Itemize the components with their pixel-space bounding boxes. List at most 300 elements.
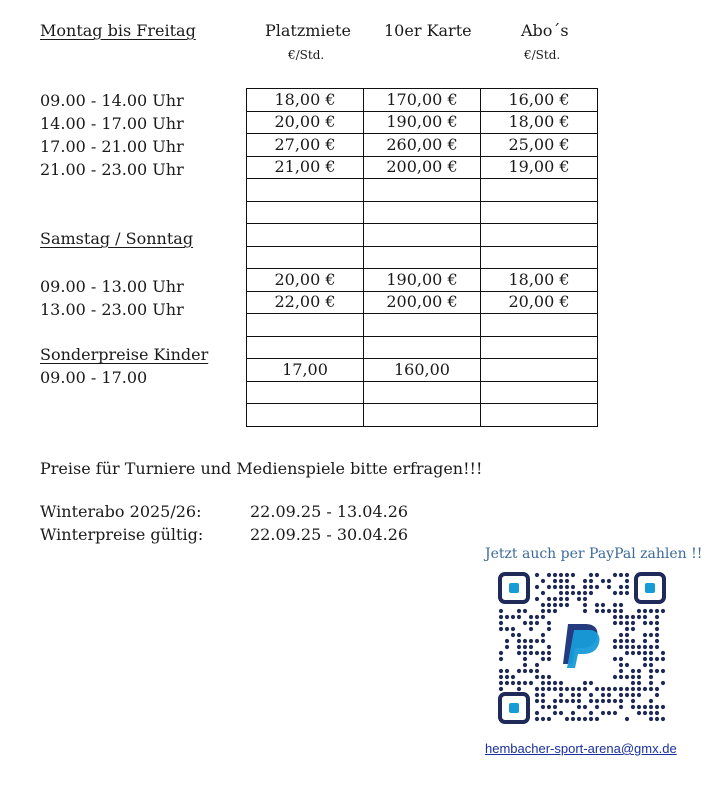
table-row bbox=[247, 359, 598, 382]
qr-dot bbox=[553, 585, 557, 589]
qr-dot bbox=[631, 651, 635, 655]
qr-dot bbox=[577, 717, 581, 721]
qr-dot bbox=[499, 687, 503, 691]
qr-dot bbox=[547, 585, 551, 589]
table-row bbox=[247, 336, 598, 359]
qr-dot bbox=[631, 675, 635, 679]
qr-dot bbox=[649, 699, 653, 703]
qr-dot bbox=[505, 639, 509, 643]
empty-cell bbox=[364, 381, 481, 404]
qr-dot bbox=[535, 693, 539, 697]
qr-dot bbox=[535, 687, 539, 691]
qr-dot bbox=[619, 633, 623, 637]
qr-dot bbox=[517, 681, 521, 685]
qr-dot bbox=[589, 693, 593, 697]
qr-dot bbox=[559, 597, 563, 601]
qr-dot bbox=[643, 687, 647, 691]
qr-dot bbox=[655, 687, 659, 691]
winter-value-1: 22.09.25 - 13.04.26 bbox=[250, 502, 409, 521]
table-row bbox=[247, 201, 598, 224]
qr-dot bbox=[613, 699, 617, 703]
qr-dot bbox=[517, 633, 521, 637]
qr-dot bbox=[547, 687, 551, 691]
price-cell: 22,00 € bbox=[247, 291, 364, 314]
price-cell: 17,00 bbox=[247, 359, 364, 382]
qr-dot bbox=[649, 681, 653, 685]
qr-dot bbox=[625, 591, 629, 595]
qr-dot bbox=[619, 591, 623, 595]
qr-dot bbox=[523, 663, 527, 667]
qr-dot bbox=[643, 609, 647, 613]
empty-cell bbox=[247, 381, 364, 404]
qr-dot bbox=[643, 615, 647, 619]
qr-dot bbox=[571, 687, 575, 691]
price-cell: 20,00 € bbox=[247, 269, 364, 292]
qr-dot bbox=[559, 585, 563, 589]
empty-cell bbox=[364, 201, 481, 224]
qr-dot bbox=[511, 681, 515, 685]
qr-dot bbox=[649, 717, 653, 721]
qr-dot bbox=[565, 687, 569, 691]
qr-dot bbox=[553, 573, 557, 577]
table-row bbox=[247, 156, 598, 179]
qr-dot bbox=[547, 651, 551, 655]
qr-dot bbox=[523, 609, 527, 613]
qr-dot bbox=[607, 609, 611, 613]
qr-dot bbox=[577, 597, 581, 601]
qr-dot bbox=[541, 591, 545, 595]
qr-dot bbox=[499, 615, 503, 619]
qr-dot bbox=[661, 705, 665, 709]
qr-dot bbox=[547, 717, 551, 721]
qr-dot bbox=[547, 627, 551, 631]
empty-cell bbox=[481, 201, 598, 224]
qr-dot bbox=[619, 639, 623, 643]
qr-dot bbox=[631, 645, 635, 649]
qr-dot bbox=[583, 597, 587, 601]
tournament-note: Preise für Turniere und Medienspiele bitte erfragen!!! bbox=[40, 459, 483, 478]
col-unit-abos: €/Std. bbox=[524, 48, 561, 62]
qr-dot bbox=[625, 615, 629, 619]
qr-dot bbox=[625, 573, 629, 577]
kids-time: 09.00 - 17.00 bbox=[40, 368, 148, 387]
qr-dot bbox=[505, 675, 509, 679]
empty-cell bbox=[364, 179, 481, 202]
qr-dot bbox=[595, 705, 599, 709]
qr-dot bbox=[655, 657, 659, 661]
time-label: 14.00 - 17.00 Uhr bbox=[40, 114, 184, 133]
qr-dot bbox=[505, 627, 509, 631]
qr-dot bbox=[529, 627, 533, 631]
qr-dot bbox=[613, 615, 617, 619]
qr-dot bbox=[559, 603, 563, 607]
qr-dot bbox=[625, 717, 629, 721]
qr-dot bbox=[535, 585, 539, 589]
qr-dot bbox=[505, 669, 509, 673]
qr-dot bbox=[625, 621, 629, 625]
winter-label-2: Winterpreise gültig: bbox=[40, 525, 204, 544]
qr-dot bbox=[499, 669, 503, 673]
qr-dot bbox=[583, 591, 587, 595]
qr-dot bbox=[571, 573, 575, 577]
qr-dot bbox=[637, 711, 641, 715]
qr-dot bbox=[643, 621, 647, 625]
time-label: 17.00 - 21.00 Uhr bbox=[40, 137, 184, 156]
qr-dot bbox=[625, 633, 629, 637]
qr-dot bbox=[577, 699, 581, 703]
qr-dot bbox=[541, 603, 545, 607]
price-cell: 16,00 € bbox=[481, 89, 598, 112]
qr-dot bbox=[613, 621, 617, 625]
qr-dot bbox=[505, 681, 509, 685]
qr-dot bbox=[541, 699, 545, 703]
empty-cell bbox=[247, 201, 364, 224]
qr-dot bbox=[535, 615, 539, 619]
qr-dot bbox=[553, 597, 557, 601]
qr-dot bbox=[643, 711, 647, 715]
qr-dot bbox=[541, 639, 545, 643]
qr-dot bbox=[613, 573, 617, 577]
col-header-10er-karte: 10er Karte bbox=[384, 21, 472, 40]
price-cell: 18,00 € bbox=[481, 269, 598, 292]
qr-dot bbox=[541, 651, 545, 655]
qr-dot bbox=[643, 651, 647, 655]
qr-dot bbox=[541, 693, 545, 697]
qr-dot bbox=[565, 717, 569, 721]
qr-dot bbox=[655, 669, 659, 673]
qr-dot bbox=[547, 705, 551, 709]
qr-dot bbox=[613, 711, 617, 715]
qr-dot bbox=[529, 615, 533, 619]
empty-cell bbox=[247, 314, 364, 337]
qr-dot bbox=[625, 693, 629, 697]
qr-dot bbox=[589, 717, 593, 721]
qr-dot bbox=[577, 687, 581, 691]
qr-dot bbox=[661, 717, 665, 721]
qr-dot bbox=[523, 621, 527, 625]
qr-dot bbox=[655, 711, 659, 715]
qr-dot bbox=[661, 669, 665, 673]
qr-dot bbox=[655, 639, 659, 643]
qr-dot bbox=[517, 639, 521, 643]
qr-dot bbox=[523, 651, 527, 655]
qr-dot bbox=[649, 675, 653, 679]
table-row bbox=[247, 89, 598, 112]
price-cell: 160,00 bbox=[364, 359, 481, 382]
qr-dot bbox=[565, 573, 569, 577]
qr-dot bbox=[553, 711, 557, 715]
col-unit-platzmiete: €/Std. bbox=[288, 48, 325, 62]
qr-dot bbox=[655, 609, 659, 613]
empty-cell bbox=[481, 381, 598, 404]
qr-dot bbox=[619, 693, 623, 697]
qr-dot bbox=[517, 609, 521, 613]
qr-dot bbox=[655, 621, 659, 625]
price-cell: 19,00 € bbox=[481, 156, 598, 179]
qr-dot bbox=[625, 687, 629, 691]
email-link[interactable]: hembacher-sport-arena@gmx.de bbox=[485, 741, 677, 756]
qr-dot bbox=[613, 645, 617, 649]
qr-dot bbox=[601, 687, 605, 691]
qr-dot bbox=[661, 651, 665, 655]
table-row bbox=[247, 291, 598, 314]
price-cell: 18,00 € bbox=[247, 89, 364, 112]
qr-dot bbox=[613, 675, 617, 679]
qr-dot bbox=[535, 651, 539, 655]
empty-cell bbox=[247, 224, 364, 247]
qr-dot bbox=[631, 627, 635, 631]
qr-dot bbox=[649, 621, 653, 625]
qr-dot bbox=[631, 639, 635, 643]
qr-dot bbox=[637, 675, 641, 679]
qr-dot bbox=[625, 675, 629, 679]
empty-cell bbox=[481, 224, 598, 247]
qr-dot bbox=[589, 699, 593, 703]
qr-dot bbox=[661, 609, 665, 613]
qr-dot bbox=[535, 717, 539, 721]
qr-dot bbox=[613, 657, 617, 661]
qr-dot bbox=[553, 609, 557, 613]
qr-dot bbox=[649, 651, 653, 655]
qr-dot bbox=[583, 579, 587, 583]
qr-dot bbox=[637, 669, 641, 673]
weekday-times bbox=[40, 89, 184, 181]
qr-dot bbox=[583, 717, 587, 721]
qr-dot bbox=[607, 579, 611, 583]
qr-dot bbox=[553, 603, 557, 607]
qr-dot bbox=[595, 585, 599, 589]
empty-cell bbox=[481, 179, 598, 202]
qr-dot bbox=[571, 699, 575, 703]
qr-dot bbox=[535, 675, 539, 679]
price-cell: 27,00 € bbox=[247, 134, 364, 157]
qr-dot bbox=[625, 663, 629, 667]
qr-dot bbox=[619, 663, 623, 667]
qr-dot bbox=[595, 717, 599, 721]
qr-dot bbox=[505, 615, 509, 619]
qr-finder-top-left bbox=[500, 574, 528, 602]
qr-dot bbox=[655, 693, 659, 697]
qr-dot bbox=[523, 657, 527, 661]
table-row bbox=[247, 179, 598, 202]
paypal-note: Jetzt auch per PayPal zahlen !! bbox=[485, 546, 703, 562]
qr-dot bbox=[511, 633, 515, 637]
empty-cell bbox=[364, 404, 481, 427]
qr-dot bbox=[577, 705, 581, 709]
kids-title: Sonderpreise Kinder bbox=[40, 345, 209, 364]
qr-dot bbox=[625, 651, 629, 655]
price-cell: 18,00 € bbox=[481, 111, 598, 134]
qr-dot bbox=[625, 639, 629, 643]
qr-dot bbox=[505, 645, 509, 649]
qr-dot bbox=[541, 609, 545, 613]
qr-dot bbox=[619, 645, 623, 649]
qr-dot bbox=[649, 687, 653, 691]
price-cell: 20,00 € bbox=[481, 291, 598, 314]
qr-dot bbox=[535, 669, 539, 673]
qr-dot bbox=[631, 621, 635, 625]
qr-dot bbox=[631, 705, 635, 709]
qr-dot bbox=[601, 699, 605, 703]
qr-dot bbox=[649, 657, 653, 661]
qr-dot bbox=[589, 711, 593, 715]
qr-dot bbox=[547, 675, 551, 679]
price-cell: 21,00 € bbox=[247, 156, 364, 179]
empty-cell bbox=[247, 246, 364, 269]
qr-dot bbox=[499, 609, 503, 613]
time-label: 09.00 - 13.00 Uhr bbox=[40, 277, 184, 296]
qr-dot bbox=[547, 603, 551, 607]
qr-dot bbox=[553, 699, 557, 703]
qr-dot bbox=[625, 645, 629, 649]
paypal-qr-code[interactable] bbox=[498, 572, 666, 724]
price-cell: 25,00 € bbox=[481, 134, 598, 157]
qr-dot bbox=[613, 609, 617, 613]
qr-dot bbox=[541, 675, 545, 679]
winter-value-2: 22.09.25 - 30.04.26 bbox=[250, 525, 409, 544]
price-cell: 200,00 € bbox=[364, 156, 481, 179]
qr-dot bbox=[583, 609, 587, 613]
qr-dot bbox=[613, 603, 617, 607]
qr-dot bbox=[571, 693, 575, 697]
table-row bbox=[247, 134, 598, 157]
empty-cell bbox=[247, 179, 364, 202]
qr-dot bbox=[607, 693, 611, 697]
qr-dot bbox=[637, 693, 641, 697]
qr-dot bbox=[541, 681, 545, 685]
qr-dot bbox=[571, 591, 575, 595]
qr-dot bbox=[499, 681, 503, 685]
qr-dot bbox=[649, 609, 653, 613]
qr-dot bbox=[535, 639, 539, 643]
qr-dot bbox=[631, 615, 635, 619]
qr-dot bbox=[607, 711, 611, 715]
qr-dot bbox=[499, 627, 503, 631]
qr-dot bbox=[553, 687, 557, 691]
empty-cell bbox=[364, 336, 481, 359]
qr-dot bbox=[565, 579, 569, 583]
qr-dot bbox=[655, 627, 659, 631]
qr-dot bbox=[529, 669, 533, 673]
paypal-logo-icon bbox=[556, 618, 606, 670]
qr-dot bbox=[559, 591, 563, 595]
qr-dot bbox=[631, 687, 635, 691]
qr-dot bbox=[601, 603, 605, 607]
qr-dot bbox=[547, 681, 551, 685]
qr-dot bbox=[607, 699, 611, 703]
price-cell: 260,00 € bbox=[364, 134, 481, 157]
qr-dot bbox=[655, 717, 659, 721]
qr-dot bbox=[499, 657, 503, 661]
qr-dot bbox=[631, 693, 635, 697]
qr-dot bbox=[619, 705, 623, 709]
qr-dot bbox=[523, 639, 527, 643]
qr-dot bbox=[625, 627, 629, 631]
qr-dot bbox=[529, 645, 533, 649]
qr-dot bbox=[601, 711, 605, 715]
qr-dot bbox=[619, 657, 623, 661]
qr-dot bbox=[517, 615, 521, 619]
qr-dot bbox=[541, 633, 545, 637]
qr-dot bbox=[559, 681, 563, 685]
qr-dot bbox=[619, 621, 623, 625]
empty-cell bbox=[481, 336, 598, 359]
qr-dot bbox=[649, 645, 653, 649]
qr-dot bbox=[643, 657, 647, 661]
qr-dot bbox=[613, 591, 617, 595]
qr-dot bbox=[535, 597, 539, 601]
qr-dot bbox=[541, 615, 545, 619]
qr-dot bbox=[619, 699, 623, 703]
table-row bbox=[247, 246, 598, 269]
qr-dot bbox=[643, 633, 647, 637]
price-cell: 20,00 € bbox=[247, 111, 364, 134]
qr-dot bbox=[643, 645, 647, 649]
qr-dot bbox=[583, 681, 587, 685]
qr-dot bbox=[523, 669, 527, 673]
qr-dot bbox=[553, 681, 557, 685]
qr-dot bbox=[547, 645, 551, 649]
qr-dot bbox=[511, 615, 515, 619]
empty-cell bbox=[364, 224, 481, 247]
qr-dot bbox=[529, 651, 533, 655]
qr-dot bbox=[595, 573, 599, 577]
qr-dot bbox=[649, 669, 653, 673]
qr-dot bbox=[547, 573, 551, 577]
qr-dot bbox=[601, 609, 605, 613]
empty-cell bbox=[481, 404, 598, 427]
qr-dot bbox=[643, 639, 647, 643]
qr-dot bbox=[649, 633, 653, 637]
qr-dot bbox=[511, 627, 515, 631]
qr-dot bbox=[553, 705, 557, 709]
qr-dot bbox=[601, 693, 605, 697]
qr-dot bbox=[613, 687, 617, 691]
qr-dot bbox=[637, 681, 641, 685]
qr-dot bbox=[619, 669, 623, 673]
qr-dot bbox=[547, 657, 551, 661]
qr-dot bbox=[583, 687, 587, 691]
qr-dot bbox=[655, 705, 659, 709]
qr-dot bbox=[661, 681, 665, 685]
qr-dot bbox=[499, 675, 503, 679]
qr-dot bbox=[637, 687, 641, 691]
qr-dot bbox=[571, 585, 575, 589]
qr-dot bbox=[595, 699, 599, 703]
time-label: 21.00 - 23.00 Uhr bbox=[40, 160, 184, 179]
qr-dot bbox=[541, 717, 545, 721]
qr-dot bbox=[529, 639, 533, 643]
qr-dot bbox=[565, 585, 569, 589]
qr-dot bbox=[583, 705, 587, 709]
qr-dot bbox=[595, 609, 599, 613]
empty-cell bbox=[364, 314, 481, 337]
qr-dot bbox=[541, 705, 545, 709]
table-row bbox=[247, 314, 598, 337]
qr-dot bbox=[619, 675, 623, 679]
qr-dot bbox=[541, 687, 545, 691]
qr-dot bbox=[631, 669, 635, 673]
qr-dot bbox=[649, 705, 653, 709]
qr-dot bbox=[541, 579, 545, 583]
table-row bbox=[247, 404, 598, 427]
qr-dot bbox=[625, 579, 629, 583]
time-label: 09.00 - 14.00 Uhr bbox=[40, 91, 184, 110]
qr-dot bbox=[613, 639, 617, 643]
table-row bbox=[247, 224, 598, 247]
price-cell: 170,00 € bbox=[364, 89, 481, 112]
weekday-title: Montag bis Freitag bbox=[40, 21, 196, 40]
